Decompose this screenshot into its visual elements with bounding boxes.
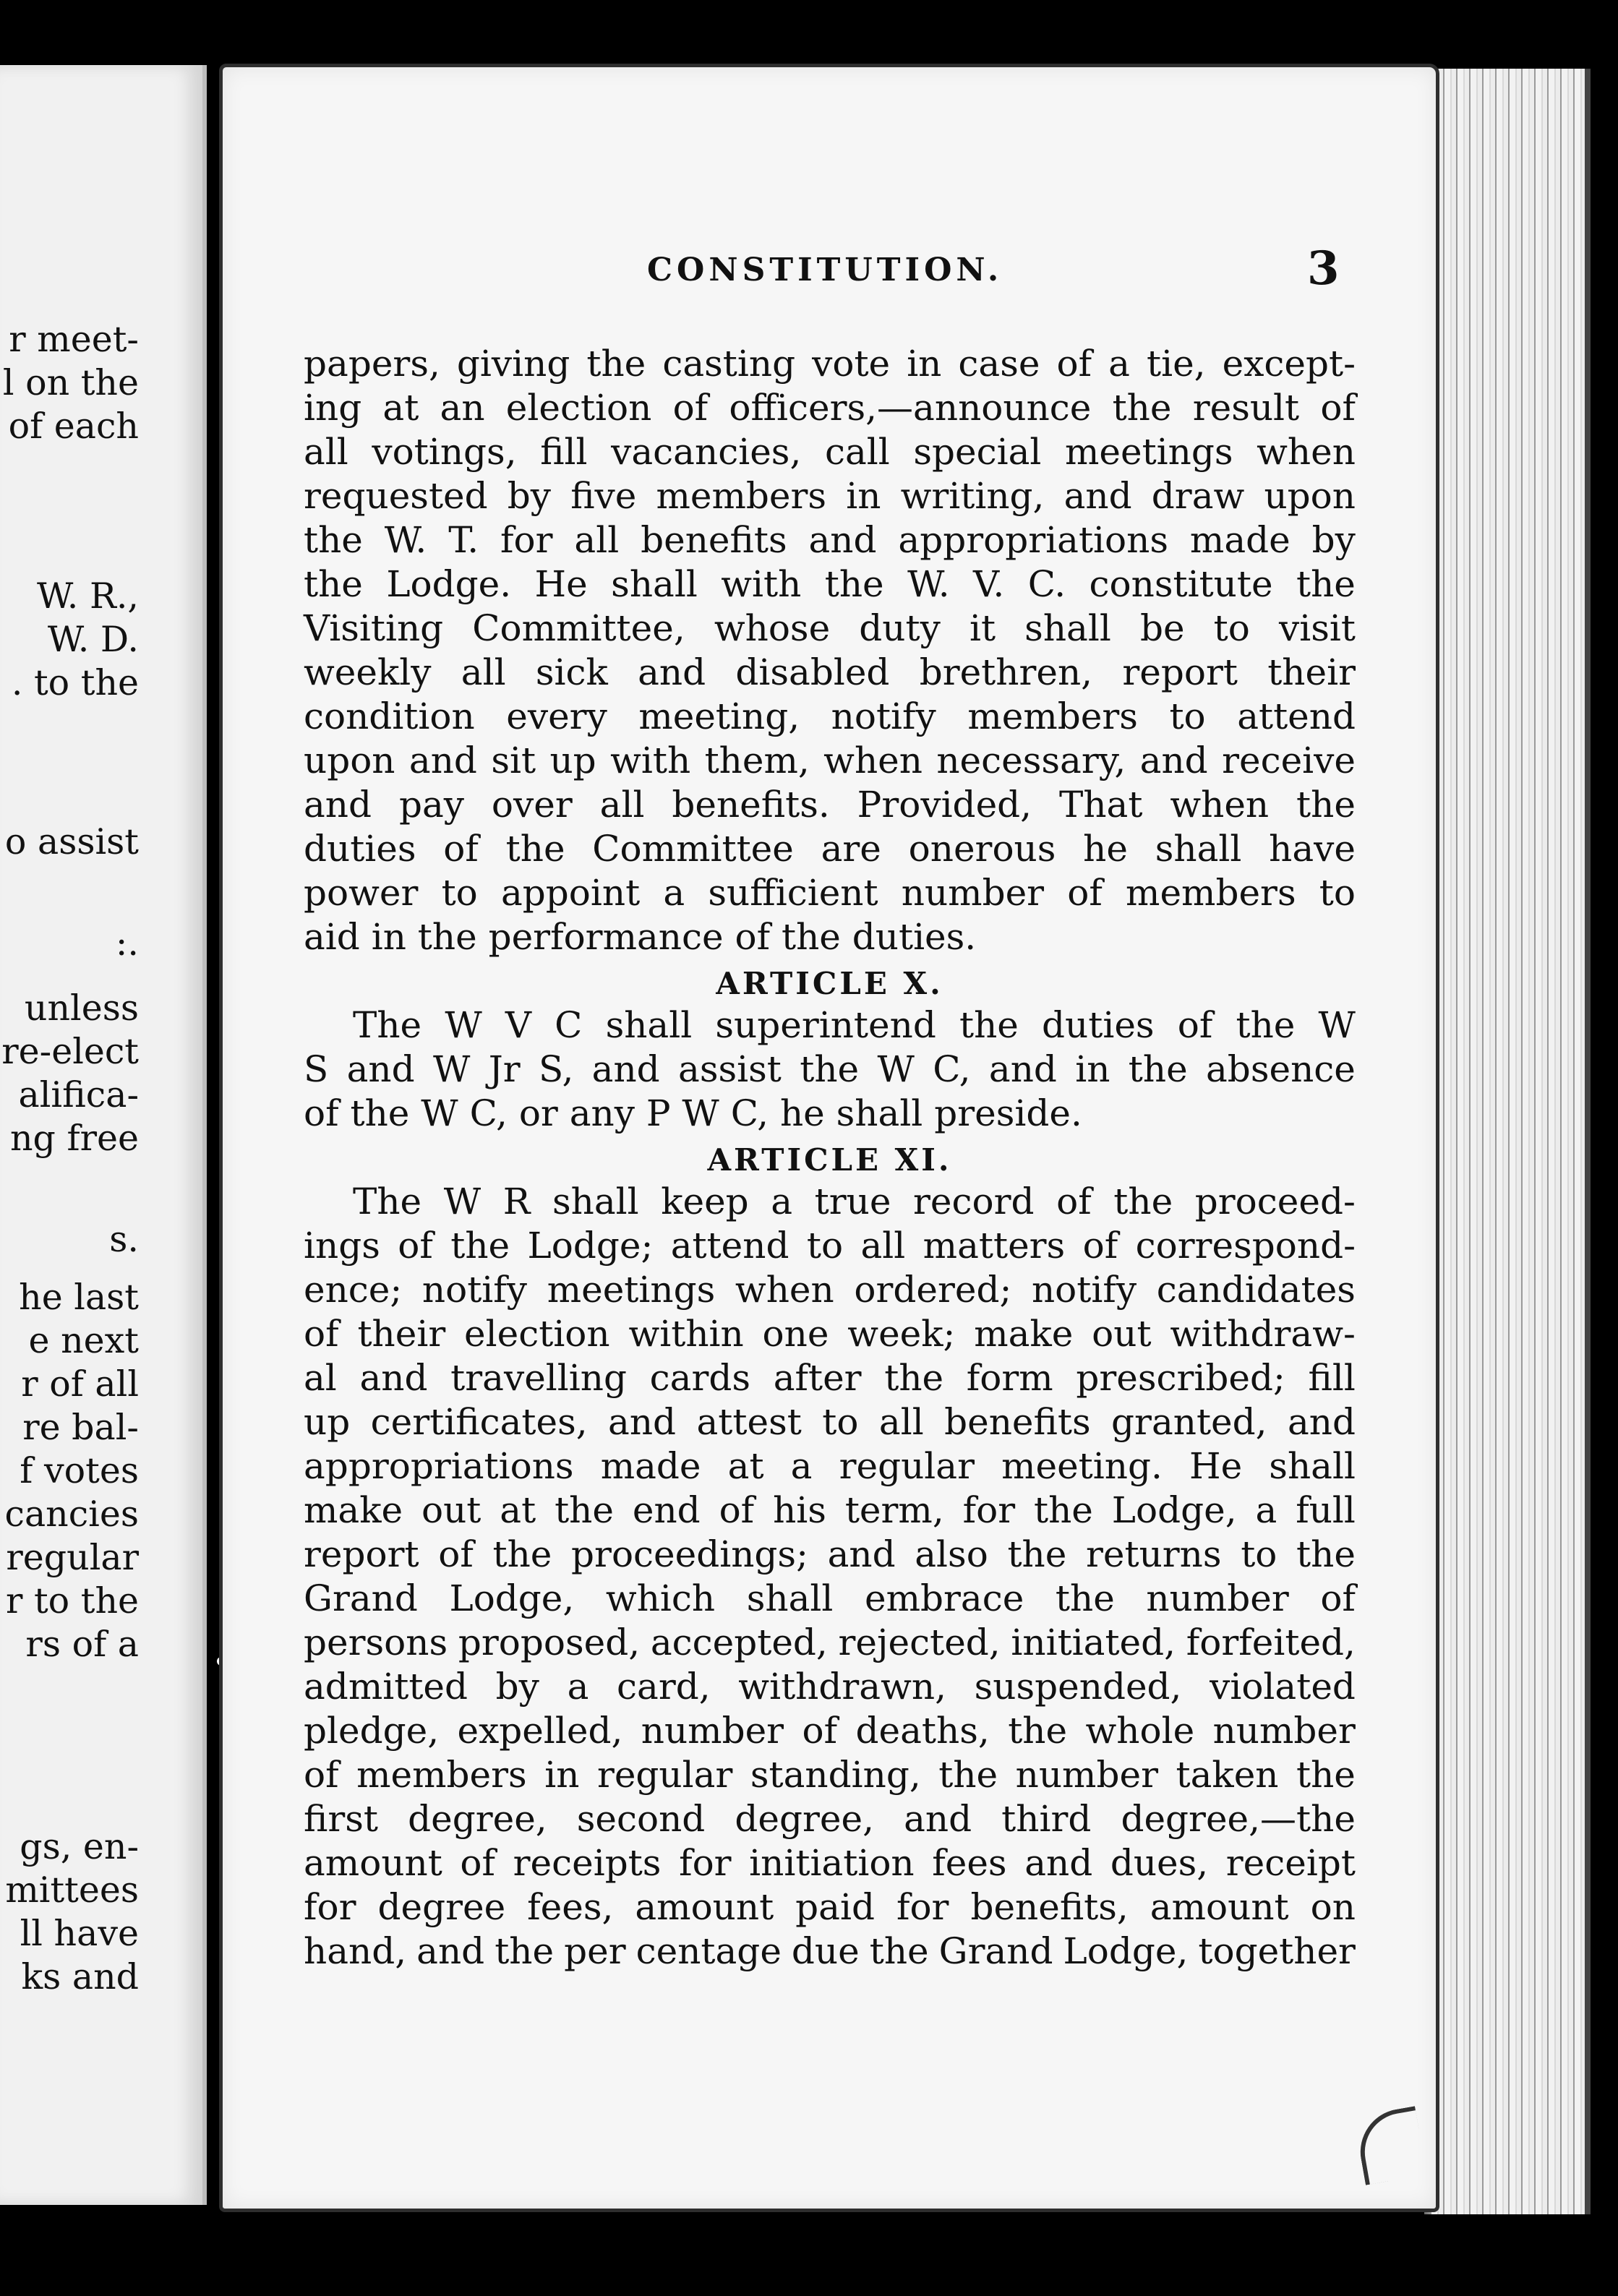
text-line: admitted by a card, withdrawn, suspended, violated (304, 1666, 1356, 1708)
facing-page (0, 65, 207, 2205)
text-line: of members in regular standing, the number taken the (304, 1754, 1356, 1796)
facing-page-line: . to the (11, 662, 139, 703)
text-line: condition every meeting, notify members to attend (304, 695, 1356, 737)
facing-page-line: r of all (21, 1363, 139, 1405)
article-heading: ARTICLE X. (716, 966, 943, 1001)
facing-page-line: mittees (5, 1869, 139, 1911)
facing-page-line: f votes (20, 1450, 139, 1491)
text-line: the Lodge. He shall with the W. V. C. constitute the (304, 563, 1356, 605)
text-line: ence; notify meetings when ordered; notify candidates (304, 1269, 1356, 1311)
facing-page-line: gs, en- (20, 1826, 139, 1867)
page-number: 3 (1307, 241, 1340, 296)
facing-page-line: s. (109, 1219, 139, 1260)
text-line: pledge, expelled, number of deaths, the whole number (304, 1710, 1356, 1752)
facing-page-line: ng free (9, 1118, 139, 1159)
text-line: The W R shall keep a true record of the proceed- (353, 1181, 1356, 1222)
text-line: Grand Lodge, which shall embrace the number of (304, 1577, 1356, 1619)
facing-page-line: W. R., (37, 575, 139, 617)
facing-page-line: ks and (21, 1956, 139, 1997)
running-title: CONSTITUTION. (647, 252, 1003, 288)
text-line: make out at the end of his term, for the Lodge, a full (304, 1489, 1356, 1531)
text-line: the W. T. for all benefits and appropriations made by (304, 519, 1356, 561)
facing-page-line: alifica- (18, 1074, 139, 1115)
text-line: of the W C, or any P W C, he shall preside. (304, 1092, 1082, 1134)
facing-page-line: regular (6, 1537, 139, 1578)
facing-page-line: rs of a (25, 1624, 139, 1665)
text-line: first degree, second degree, and third degree,—the (304, 1798, 1356, 1840)
facing-page-line: r meet- (9, 319, 139, 360)
text-line: upon and sit up with them, when necessary, and receive (304, 740, 1356, 781)
text-line: persons proposed, accepted, rejected, initiated, forfeited, (304, 1622, 1356, 1663)
article-heading: ARTICLE XI. (707, 1142, 952, 1178)
facing-page-line: W. D. (47, 619, 139, 660)
text-line: ings of the Lodge; attend to all matters of correspond- (304, 1225, 1356, 1267)
facing-page-line: r to the (5, 1580, 139, 1622)
text-line: requested by five members in writing, and draw upon (304, 475, 1356, 517)
book-page (219, 64, 1439, 2212)
text-line: duties of the Committee are onerous he shall have (304, 828, 1356, 870)
page-body (304, 342, 1356, 1974)
text-line: report of the proceedings; and also the returns to the (304, 1533, 1356, 1575)
facing-page-line: he last (19, 1277, 139, 1318)
text-line: all votings, fill vacancies, call special meetings when (304, 431, 1356, 473)
facing-page-line: ll have (20, 1913, 139, 1954)
facing-page-line: of each (8, 406, 139, 447)
text-line: appropriations made at a regular meeting. He shall (304, 1445, 1356, 1487)
facing-page-line: cancies (4, 1494, 139, 1535)
facing-page-line: e next (28, 1320, 139, 1361)
facing-page-line: :. (115, 922, 139, 964)
text-line: and pay over all benefits. Provided, That when the (304, 784, 1356, 826)
page-block-edges (1431, 69, 1591, 2214)
facing-page-line: l on the (2, 362, 139, 403)
text-line: aid in the performance of the duties. (304, 916, 977, 958)
facing-page-line: o assist (4, 821, 139, 862)
text-line: al and travelling cards after the form prescribed; fill (304, 1357, 1356, 1399)
facing-page-line: unless (24, 988, 139, 1029)
text-line: for degree fees, amount paid for benefits, amount on (304, 1886, 1356, 1928)
facing-page-line: re-elect (1, 1031, 139, 1072)
facing-page-line: re bal- (22, 1407, 139, 1448)
text-line: The W V C shall superintend the duties of the W (353, 1004, 1356, 1046)
text-line: Visiting Committee, whose duty it shall be to visit (304, 607, 1356, 649)
text-line: of their election within one week; make out withdraw- (304, 1313, 1356, 1355)
text-line: power to appoint a sufficient number of members to (304, 872, 1356, 914)
text-line: up certificates, and attest to all benefits granted, and (304, 1401, 1356, 1443)
text-line: hand, and the per centage due the Grand Lodge, together (304, 1930, 1356, 1972)
text-line: weekly all sick and disabled brethren, report their (304, 651, 1356, 693)
text-line: S and W Jr S, and assist the W C, and in the absence (304, 1048, 1356, 1090)
text-line: ing at an election of officers,—announce the result of (304, 387, 1356, 429)
text-line: amount of receipts for initiation fees and dues, receipt (304, 1842, 1356, 1884)
text-line: papers, giving the casting vote in case of a tie, except- (304, 343, 1356, 385)
